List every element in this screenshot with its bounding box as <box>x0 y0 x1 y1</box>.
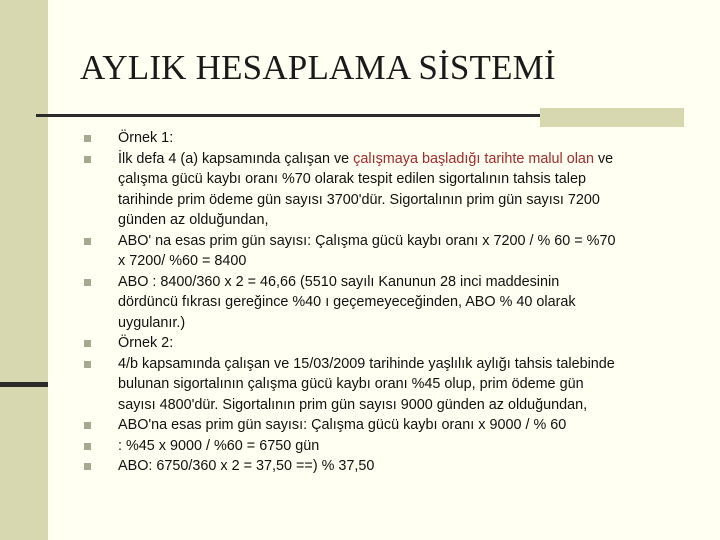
bullet-text-line <box>118 397 587 414</box>
bullet-text-line <box>118 192 600 209</box>
bullet-text-line <box>118 253 246 270</box>
text-segment: Örnek 1: <box>118 130 174 146</box>
bullet-text-line <box>118 315 185 332</box>
bullet-text-line <box>118 294 576 311</box>
bullet-text-line <box>118 212 268 229</box>
text-segment: ABO' na esas prim gün sayısı: Çalışma gücü kaybı oranı x 7200 / % 60 = %70 <box>118 232 616 249</box>
square-bullet-icon <box>84 156 91 163</box>
bullet-text-line <box>118 233 615 250</box>
square-bullet-icon <box>84 340 91 347</box>
bullet-text-line <box>118 335 173 352</box>
text-segment: ABO'na esas prim gün sayısı: Çalışma gücü kaybı oranı x 9000 / % 60 <box>118 417 567 433</box>
text-segment: uygulanır.) <box>118 314 186 331</box>
text-segment: dördüncü fıkrası gereğince %40 ı geçemeyeceğinden, ABO % 40 olarak <box>118 294 576 310</box>
square-bullet-icon <box>84 443 91 450</box>
bullet-text-line <box>118 458 374 475</box>
bullet-text-line <box>118 376 584 393</box>
text-segment: İlk defa 4 (a) kapsamında çalışan ve <box>118 150 354 167</box>
bullet-text-line <box>118 356 615 373</box>
square-bullet-icon <box>84 238 91 245</box>
text-segment: x 7200/ %60 = 8400 <box>118 253 247 269</box>
text-segment: ABO : 8400/360 x 2 = 46,66 (5510 sayılı Kanunun 28 inci maddesinin <box>118 273 560 290</box>
square-bullet-icon <box>84 279 91 286</box>
text-segment: tarihinde prim ödeme gün sayısı 3700'dür. Sigortalının prim gün sayısı 7200 <box>118 191 600 208</box>
text-segment: : %45 x 9000 / %60 = 6750 gün <box>118 437 320 454</box>
text-segment: çalışma gücü kaybı oranı %70 olarak tespit edilen sigortalının tahsis talep <box>118 171 586 187</box>
bullet-text-line <box>118 274 559 291</box>
bullet-text-line <box>118 171 586 188</box>
text-segment: çalışmaya başladığı tarihte malul olan <box>353 150 594 167</box>
bullet-text-line <box>118 130 173 147</box>
square-bullet-icon <box>84 463 91 470</box>
square-bullet-icon <box>84 135 91 142</box>
text-segment: bulunan sigortalının çalışma gücü kaybı oranı %45 olup, prim ödeme gün <box>118 376 584 392</box>
square-bullet-icon <box>84 422 91 429</box>
text-segment: günden az olduğundan, <box>118 212 269 228</box>
text-segment: Örnek 2: <box>118 335 174 351</box>
slide-title: AYLIK HESAPLAMA SİSTEMİ <box>80 48 556 87</box>
text-segment: ve <box>593 150 614 167</box>
text-segment: sayısı 4800'dür. Sigortalının prim gün sayısı 9000 günden az olduğundan, <box>118 396 588 413</box>
text-segment: ABO: 6750/360 x 2 = 37,50 ==) % 37,50 <box>118 458 375 474</box>
text-segment: 4/b kapsamında çalışan ve 15/03/2009 tarihinde yaşlılık aylığı tahsis talebinde <box>118 355 615 372</box>
square-bullet-icon <box>84 361 91 368</box>
bullet-text-line <box>118 438 319 455</box>
bullet-text-line <box>118 417 566 434</box>
bullet-text-line <box>118 151 613 168</box>
